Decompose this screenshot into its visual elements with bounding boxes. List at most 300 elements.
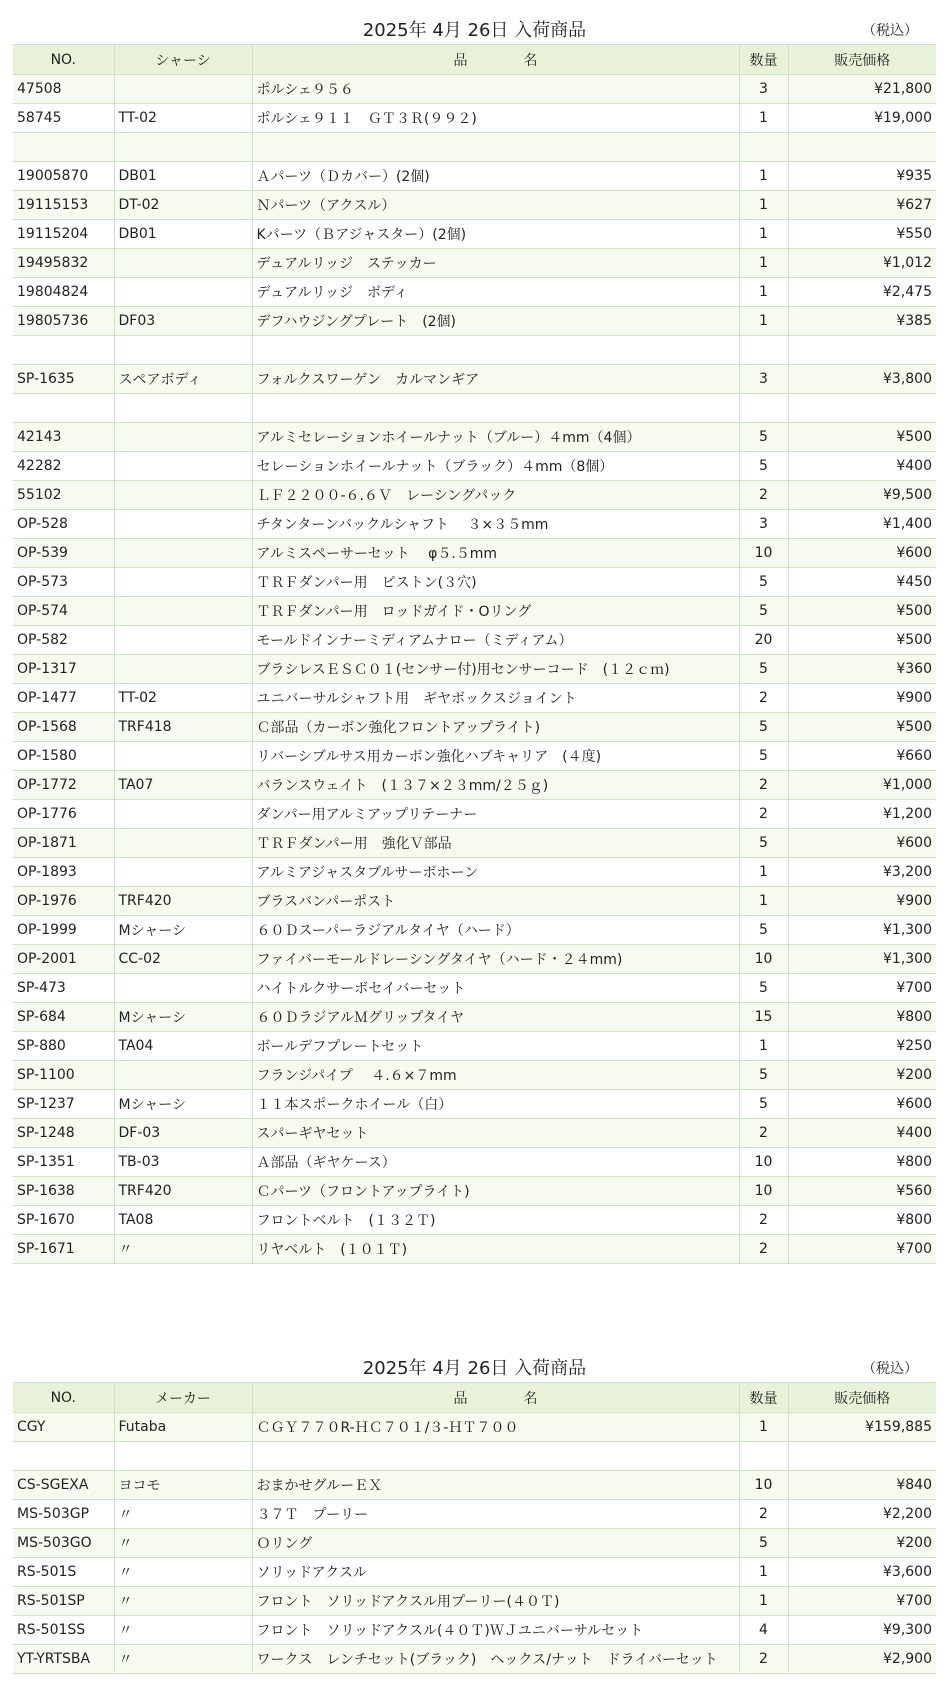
cell-product-name: ポルシェ９１１ ＧＴ３Ｒ(９９２) xyxy=(252,104,739,133)
cell-price: ¥200 xyxy=(788,1529,936,1558)
cell-price: ¥1,000 xyxy=(788,771,936,800)
table-header-row xyxy=(13,1383,936,1413)
cell-no: OP-1580 xyxy=(13,742,114,771)
cell-product-name: Ｎパーツ（アクスル） xyxy=(252,191,739,220)
cell-no: SP-1248 xyxy=(13,1119,114,1148)
cell-price: ¥450 xyxy=(788,568,936,597)
cell-chassis xyxy=(114,800,252,829)
cell-no xyxy=(13,336,114,365)
page-title: 2025年 4月 26日 入荷商品 xyxy=(362,1358,587,1379)
cell-product-name: デュアルリッジ ステッカー xyxy=(252,249,739,278)
cell-no xyxy=(13,1442,114,1471)
cell-chassis: 〃 xyxy=(114,1616,252,1645)
cell-price: ¥800 xyxy=(788,1003,936,1032)
cell-quantity: 10 xyxy=(739,1177,788,1206)
table-row xyxy=(13,162,936,191)
cell-price: ¥3,200 xyxy=(788,858,936,887)
table-row xyxy=(13,800,936,829)
table-row xyxy=(13,1529,936,1558)
cell-chassis: DT-02 xyxy=(114,191,252,220)
table-header-row xyxy=(13,45,936,75)
cell-no: CS-SGEXA xyxy=(13,1471,114,1500)
cell-price xyxy=(788,394,936,423)
table-row xyxy=(13,1119,936,1148)
cell-price: ¥700 xyxy=(788,1235,936,1264)
cell-quantity: 10 xyxy=(739,1471,788,1500)
cell-no: SP-473 xyxy=(13,974,114,1003)
table-row xyxy=(13,365,936,394)
cell-chassis: Mシャーシ xyxy=(114,1090,252,1119)
cell-no: MS-503GO xyxy=(13,1529,114,1558)
cell-product-name: フォルクスワーゲン カルマンギア xyxy=(252,365,739,394)
table-row xyxy=(13,133,936,162)
cell-price: ¥800 xyxy=(788,1206,936,1235)
cell-quantity: 5 xyxy=(739,1529,788,1558)
cell-no: SP-1100 xyxy=(13,1061,114,1090)
cell-quantity: 1 xyxy=(739,858,788,887)
cell-no: SP-1237 xyxy=(13,1090,114,1119)
cell-chassis: スペアボディ xyxy=(114,365,252,394)
header-price: 販売価格 xyxy=(788,45,936,75)
cell-price xyxy=(788,133,936,162)
cell-price: ¥1,300 xyxy=(788,945,936,974)
cell-quantity: 2 xyxy=(739,1645,788,1674)
header-maker: メーカー xyxy=(114,1383,252,1413)
cell-quantity: 2 xyxy=(739,1206,788,1235)
cell-price: ¥500 xyxy=(788,423,936,452)
cell-product-name: アルミセレーションホイールナット（ブルー）４mm（4個） xyxy=(252,423,739,452)
cell-product-name: Ｏリング xyxy=(252,1529,739,1558)
cell-price xyxy=(788,336,936,365)
cell-quantity xyxy=(739,1442,788,1471)
cell-chassis: Futaba xyxy=(114,1413,252,1442)
table-row xyxy=(13,510,936,539)
cell-price: ¥500 xyxy=(788,713,936,742)
cell-quantity: 5 xyxy=(739,916,788,945)
arrivals-table-maker xyxy=(13,1382,936,1674)
cell-chassis: 〃 xyxy=(114,1587,252,1616)
cell-no: 58745 xyxy=(13,104,114,133)
table-row xyxy=(13,858,936,887)
cell-quantity: 5 xyxy=(739,1061,788,1090)
table-body xyxy=(13,75,936,1264)
table-row xyxy=(13,1587,936,1616)
cell-price: ¥800 xyxy=(788,1148,936,1177)
cell-quantity: 20 xyxy=(739,626,788,655)
table-row xyxy=(13,1645,936,1674)
table-row xyxy=(13,771,936,800)
cell-chassis xyxy=(114,742,252,771)
cell-product-name: ダンパー用アルミアップリテーナー xyxy=(252,800,739,829)
cell-no: OP-1772 xyxy=(13,771,114,800)
table-row xyxy=(13,626,936,655)
table-row xyxy=(13,452,936,481)
cell-chassis: 〃 xyxy=(114,1529,252,1558)
cell-price: ¥21,800 xyxy=(788,75,936,104)
cell-no: SP-1351 xyxy=(13,1148,114,1177)
cell-price: ¥1,012 xyxy=(788,249,936,278)
header-chassis: シャーシ xyxy=(114,45,252,75)
table-row xyxy=(13,597,936,626)
table-row xyxy=(13,916,936,945)
cell-price: ¥900 xyxy=(788,684,936,713)
cell-no: OP-574 xyxy=(13,597,114,626)
cell-product-name: デュアルリッジ ボディ xyxy=(252,278,739,307)
cell-quantity: 2 xyxy=(739,1119,788,1148)
table-row xyxy=(13,104,936,133)
cell-no xyxy=(13,133,114,162)
cell-no: OP-2001 xyxy=(13,945,114,974)
cell-price: ¥700 xyxy=(788,974,936,1003)
cell-quantity: 5 xyxy=(739,713,788,742)
cell-product-name: アルミアジャスタブルサーボホーン xyxy=(252,858,739,887)
table-row xyxy=(13,655,936,684)
cell-product-name: ３７Ｔ プーリー xyxy=(252,1500,739,1529)
cell-no: OP-1976 xyxy=(13,887,114,916)
table-row xyxy=(13,742,936,771)
cell-quantity: 1 xyxy=(739,191,788,220)
cell-chassis xyxy=(114,336,252,365)
cell-no: SP-1638 xyxy=(13,1177,114,1206)
cell-no: OP-582 xyxy=(13,626,114,655)
cell-price: ¥385 xyxy=(788,307,936,336)
table-row xyxy=(13,191,936,220)
cell-product-name: モールドインナーミディアムナロー（ミディアム） xyxy=(252,626,739,655)
cell-product-name: チタンターンバックルシャフト ３×３５mm xyxy=(252,510,739,539)
cell-chassis xyxy=(114,655,252,684)
cell-chassis: Mシャーシ xyxy=(114,916,252,945)
cell-product-name: アルミスペーサーセット φ５.５mm xyxy=(252,539,739,568)
cell-price: ¥900 xyxy=(788,887,936,916)
table-row xyxy=(13,394,936,423)
table-row xyxy=(13,336,936,365)
cell-quantity: 5 xyxy=(739,974,788,1003)
cell-no: RS-501SS xyxy=(13,1616,114,1645)
section-header xyxy=(13,1348,936,1382)
table-row xyxy=(13,684,936,713)
cell-product-name: Ｃ部品（カーボン強化フロントアップライト) xyxy=(252,713,739,742)
header-product-name: 品 名 xyxy=(252,1383,739,1413)
cell-chassis: DF-03 xyxy=(114,1119,252,1148)
cell-product-name: ＣＧＹ７７０R-ＨＣ７０１/３-ＨＴ７００ xyxy=(252,1413,739,1442)
cell-chassis: TA04 xyxy=(114,1032,252,1061)
cell-chassis xyxy=(114,423,252,452)
cell-product-name xyxy=(252,133,739,162)
cell-quantity: 5 xyxy=(739,568,788,597)
arrivals-table-chassis xyxy=(13,44,936,1264)
table-row xyxy=(13,539,936,568)
cell-chassis xyxy=(114,394,252,423)
cell-no: OP-1568 xyxy=(13,713,114,742)
cell-price: ¥3,600 xyxy=(788,1558,936,1587)
cell-quantity: 10 xyxy=(739,945,788,974)
cell-quantity: 10 xyxy=(739,1148,788,1177)
table-row xyxy=(13,307,936,336)
cell-product-name: ＴＲＦダンパー用 ピストン(３穴) xyxy=(252,568,739,597)
cell-price: ¥700 xyxy=(788,1587,936,1616)
cell-price: ¥2,475 xyxy=(788,278,936,307)
cell-quantity: 2 xyxy=(739,684,788,713)
cell-chassis: DB01 xyxy=(114,220,252,249)
cell-product-name: ＬＦ２２００-６.６Ｖ レーシングパック xyxy=(252,481,739,510)
cell-price: ¥500 xyxy=(788,626,936,655)
page-title: 2025年 4月 26日 入荷商品 xyxy=(362,20,587,41)
cell-quantity: 1 xyxy=(739,278,788,307)
cell-quantity: 1 xyxy=(739,887,788,916)
table-row xyxy=(13,945,936,974)
cell-price: ¥2,200 xyxy=(788,1500,936,1529)
cell-quantity: 2 xyxy=(739,1500,788,1529)
cell-quantity xyxy=(739,394,788,423)
arrivals-section-1 xyxy=(13,10,936,1264)
cell-quantity: 1 xyxy=(739,1032,788,1061)
arrivals-section-2 xyxy=(13,1348,936,1674)
cell-product-name: スパーギヤセット xyxy=(252,1119,739,1148)
table-row xyxy=(13,1558,936,1587)
cell-chassis: 〃 xyxy=(114,1645,252,1674)
cell-quantity: 5 xyxy=(739,655,788,684)
cell-quantity: 3 xyxy=(739,510,788,539)
cell-price: ¥400 xyxy=(788,1119,936,1148)
cell-price: ¥360 xyxy=(788,655,936,684)
cell-product-name: ＴＲＦダンパー用 強化Ｖ部品 xyxy=(252,829,739,858)
cell-product-name: おまかせグルーＥＸ xyxy=(252,1471,739,1500)
cell-quantity: 3 xyxy=(739,365,788,394)
cell-price: ¥935 xyxy=(788,162,936,191)
section-header xyxy=(13,10,936,44)
cell-quantity: 2 xyxy=(739,800,788,829)
cell-no: SP-1635 xyxy=(13,365,114,394)
table-row xyxy=(13,423,936,452)
table-row xyxy=(13,713,936,742)
cell-product-name: ブラシレスＥＳＣ０１(センサー付)用センサーコード (１２ｃｍ) xyxy=(252,655,739,684)
table-row xyxy=(13,974,936,1003)
cell-quantity: 10 xyxy=(739,539,788,568)
cell-price: ¥560 xyxy=(788,1177,936,1206)
cell-chassis: TA07 xyxy=(114,771,252,800)
cell-no: RS-501SP xyxy=(13,1587,114,1616)
cell-price: ¥400 xyxy=(788,452,936,481)
cell-price: ¥550 xyxy=(788,220,936,249)
cell-quantity: 1 xyxy=(739,1587,788,1616)
cell-chassis xyxy=(114,481,252,510)
cell-product-name: １１本スポークホイール（白） xyxy=(252,1090,739,1119)
header-no: NO. xyxy=(13,1383,114,1413)
cell-price: ¥600 xyxy=(788,829,936,858)
cell-no: OP-539 xyxy=(13,539,114,568)
cell-chassis xyxy=(114,829,252,858)
cell-chassis xyxy=(114,249,252,278)
cell-no xyxy=(13,394,114,423)
cell-price: ¥600 xyxy=(788,539,936,568)
table-row xyxy=(13,75,936,104)
table-row xyxy=(13,1061,936,1090)
cell-no: 19805736 xyxy=(13,307,114,336)
cell-product-name: Ａパーツ（Ｄカバー）(2個) xyxy=(252,162,739,191)
cell-quantity xyxy=(739,336,788,365)
table-row xyxy=(13,1206,936,1235)
cell-quantity: 5 xyxy=(739,829,788,858)
cell-chassis xyxy=(114,626,252,655)
cell-product-name: フロント ソリッドアクスル(４０Ｔ)ＷＪユニバーサルセット xyxy=(252,1616,739,1645)
cell-no: OP-573 xyxy=(13,568,114,597)
cell-no: SP-1671 xyxy=(13,1235,114,1264)
cell-product-name: ユニバーサルシャフト用 ギヤボックスジョイント xyxy=(252,684,739,713)
cell-quantity: 1 xyxy=(739,1558,788,1587)
cell-chassis xyxy=(114,452,252,481)
table-row xyxy=(13,1090,936,1119)
cell-chassis: TA08 xyxy=(114,1206,252,1235)
cell-product-name xyxy=(252,1442,739,1471)
cell-price: ¥19,000 xyxy=(788,104,936,133)
cell-no: 19115153 xyxy=(13,191,114,220)
tax-note: （税込） xyxy=(862,1361,918,1377)
cell-chassis xyxy=(114,133,252,162)
cell-price: ¥159,885 xyxy=(788,1413,936,1442)
table-row xyxy=(13,568,936,597)
cell-quantity: 5 xyxy=(739,452,788,481)
cell-quantity: 5 xyxy=(739,597,788,626)
cell-price: ¥200 xyxy=(788,1061,936,1090)
cell-price: ¥500 xyxy=(788,597,936,626)
cell-no: MS-503GP xyxy=(13,1500,114,1529)
cell-price: ¥600 xyxy=(788,1090,936,1119)
cell-price: ¥1,300 xyxy=(788,916,936,945)
cell-no: 55102 xyxy=(13,481,114,510)
cell-chassis xyxy=(114,510,252,539)
cell-price: ¥250 xyxy=(788,1032,936,1061)
cell-product-name: フロント ソリッドアクスル用プーリー(４０Ｔ) xyxy=(252,1587,739,1616)
cell-no: OP-528 xyxy=(13,510,114,539)
table-row xyxy=(13,1471,936,1500)
cell-product-name: ファイバーモールドレーシングタイヤ（ハード・２４mm) xyxy=(252,945,739,974)
cell-no: 42143 xyxy=(13,423,114,452)
cell-price: ¥3,800 xyxy=(788,365,936,394)
cell-chassis: 〃 xyxy=(114,1235,252,1264)
cell-product-name: バランスウェイト (１３７×２３mm/２５ｇ) xyxy=(252,771,739,800)
cell-quantity: 15 xyxy=(739,1003,788,1032)
cell-no: SP-1670 xyxy=(13,1206,114,1235)
cell-product-name: ポルシェ９５６ xyxy=(252,75,739,104)
table-row xyxy=(13,1177,936,1206)
cell-price: ¥627 xyxy=(788,191,936,220)
cell-product-name: Ｃパーツ（フロントアップライト) xyxy=(252,1177,739,1206)
cell-no: CGY xyxy=(13,1413,114,1442)
table-row xyxy=(13,1616,936,1645)
table-row xyxy=(13,1500,936,1529)
table-row xyxy=(13,1413,936,1442)
cell-product-name: リヤベルト (１０１Ｔ) xyxy=(252,1235,739,1264)
cell-quantity: 5 xyxy=(739,423,788,452)
table-row xyxy=(13,1235,936,1264)
cell-quantity: 1 xyxy=(739,1413,788,1442)
cell-product-name xyxy=(252,336,739,365)
cell-chassis: DF03 xyxy=(114,307,252,336)
cell-no: OP-1871 xyxy=(13,829,114,858)
cell-no: OP-1893 xyxy=(13,858,114,887)
cell-no: 42282 xyxy=(13,452,114,481)
cell-price: ¥9,300 xyxy=(788,1616,936,1645)
cell-no: OP-1776 xyxy=(13,800,114,829)
cell-product-name: ６０ＤラジアルＭグリップタイヤ xyxy=(252,1003,739,1032)
cell-quantity: 1 xyxy=(739,249,788,278)
cell-product-name: フロントベルト (１３２Ｔ) xyxy=(252,1206,739,1235)
cell-product-name: Kパーツ（Ｂアジャスター）(2個) xyxy=(252,220,739,249)
cell-no: 47508 xyxy=(13,75,114,104)
cell-chassis: TRF418 xyxy=(114,713,252,742)
cell-price: ¥2,900 xyxy=(788,1645,936,1674)
table-row xyxy=(13,249,936,278)
table-row xyxy=(13,829,936,858)
cell-quantity: 2 xyxy=(739,771,788,800)
cell-chassis: Mシャーシ xyxy=(114,1003,252,1032)
table-row xyxy=(13,1148,936,1177)
cell-chassis xyxy=(114,539,252,568)
cell-product-name: セレーションホイールナット（ブラック）４mm（8個） xyxy=(252,452,739,481)
cell-no: RS-501S xyxy=(13,1558,114,1587)
cell-price: ¥840 xyxy=(788,1471,936,1500)
table-row xyxy=(13,1032,936,1061)
cell-no: SP-880 xyxy=(13,1032,114,1061)
cell-chassis: 〃 xyxy=(114,1558,252,1587)
cell-price: ¥660 xyxy=(788,742,936,771)
cell-chassis xyxy=(114,974,252,1003)
cell-chassis xyxy=(114,568,252,597)
cell-quantity: 1 xyxy=(739,307,788,336)
cell-chassis: DB01 xyxy=(114,162,252,191)
cell-chassis: TT-02 xyxy=(114,684,252,713)
cell-chassis xyxy=(114,278,252,307)
cell-quantity: 2 xyxy=(739,481,788,510)
cell-price: ¥1,200 xyxy=(788,800,936,829)
cell-no: SP-684 xyxy=(13,1003,114,1032)
tax-note: （税込） xyxy=(862,23,918,39)
cell-price: ¥9,500 xyxy=(788,481,936,510)
cell-chassis xyxy=(114,1061,252,1090)
cell-product-name: Ａ部品（ギヤケース） xyxy=(252,1148,739,1177)
cell-quantity: 4 xyxy=(739,1616,788,1645)
cell-chassis: TB-03 xyxy=(114,1148,252,1177)
table-row xyxy=(13,887,936,916)
cell-product-name: フランジパイプ ４.６×７mm xyxy=(252,1061,739,1090)
cell-no: 19804824 xyxy=(13,278,114,307)
header-no: NO. xyxy=(13,45,114,75)
cell-quantity: 2 xyxy=(739,1235,788,1264)
cell-no: OP-1477 xyxy=(13,684,114,713)
cell-no: OP-1317 xyxy=(13,655,114,684)
cell-product-name: ハイトルクサーボセイバーセット xyxy=(252,974,739,1003)
cell-quantity: 1 xyxy=(739,104,788,133)
header-product-name: 品 名 xyxy=(252,45,739,75)
cell-product-name: ブラスバンパーポスト xyxy=(252,887,739,916)
cell-quantity: 5 xyxy=(739,742,788,771)
cell-product-name: ソリッドアクスル xyxy=(252,1558,739,1587)
cell-chassis: TT-02 xyxy=(114,104,252,133)
cell-no: 19495832 xyxy=(13,249,114,278)
cell-chassis xyxy=(114,858,252,887)
table-row xyxy=(13,481,936,510)
cell-product-name: デフハウジングプレート (2個) xyxy=(252,307,739,336)
cell-chassis xyxy=(114,1442,252,1471)
cell-no: YT-YRTSBA xyxy=(13,1645,114,1674)
cell-no: OP-1999 xyxy=(13,916,114,945)
cell-product-name: リバーシブルサス用カーボン強化ハブキャリア (４度) xyxy=(252,742,739,771)
cell-quantity: 5 xyxy=(739,1090,788,1119)
header-price: 販売価格 xyxy=(788,1383,936,1413)
cell-product-name: ボールデフプレートセット xyxy=(252,1032,739,1061)
cell-chassis: ヨコモ xyxy=(114,1471,252,1500)
cell-price: ¥1,400 xyxy=(788,510,936,539)
